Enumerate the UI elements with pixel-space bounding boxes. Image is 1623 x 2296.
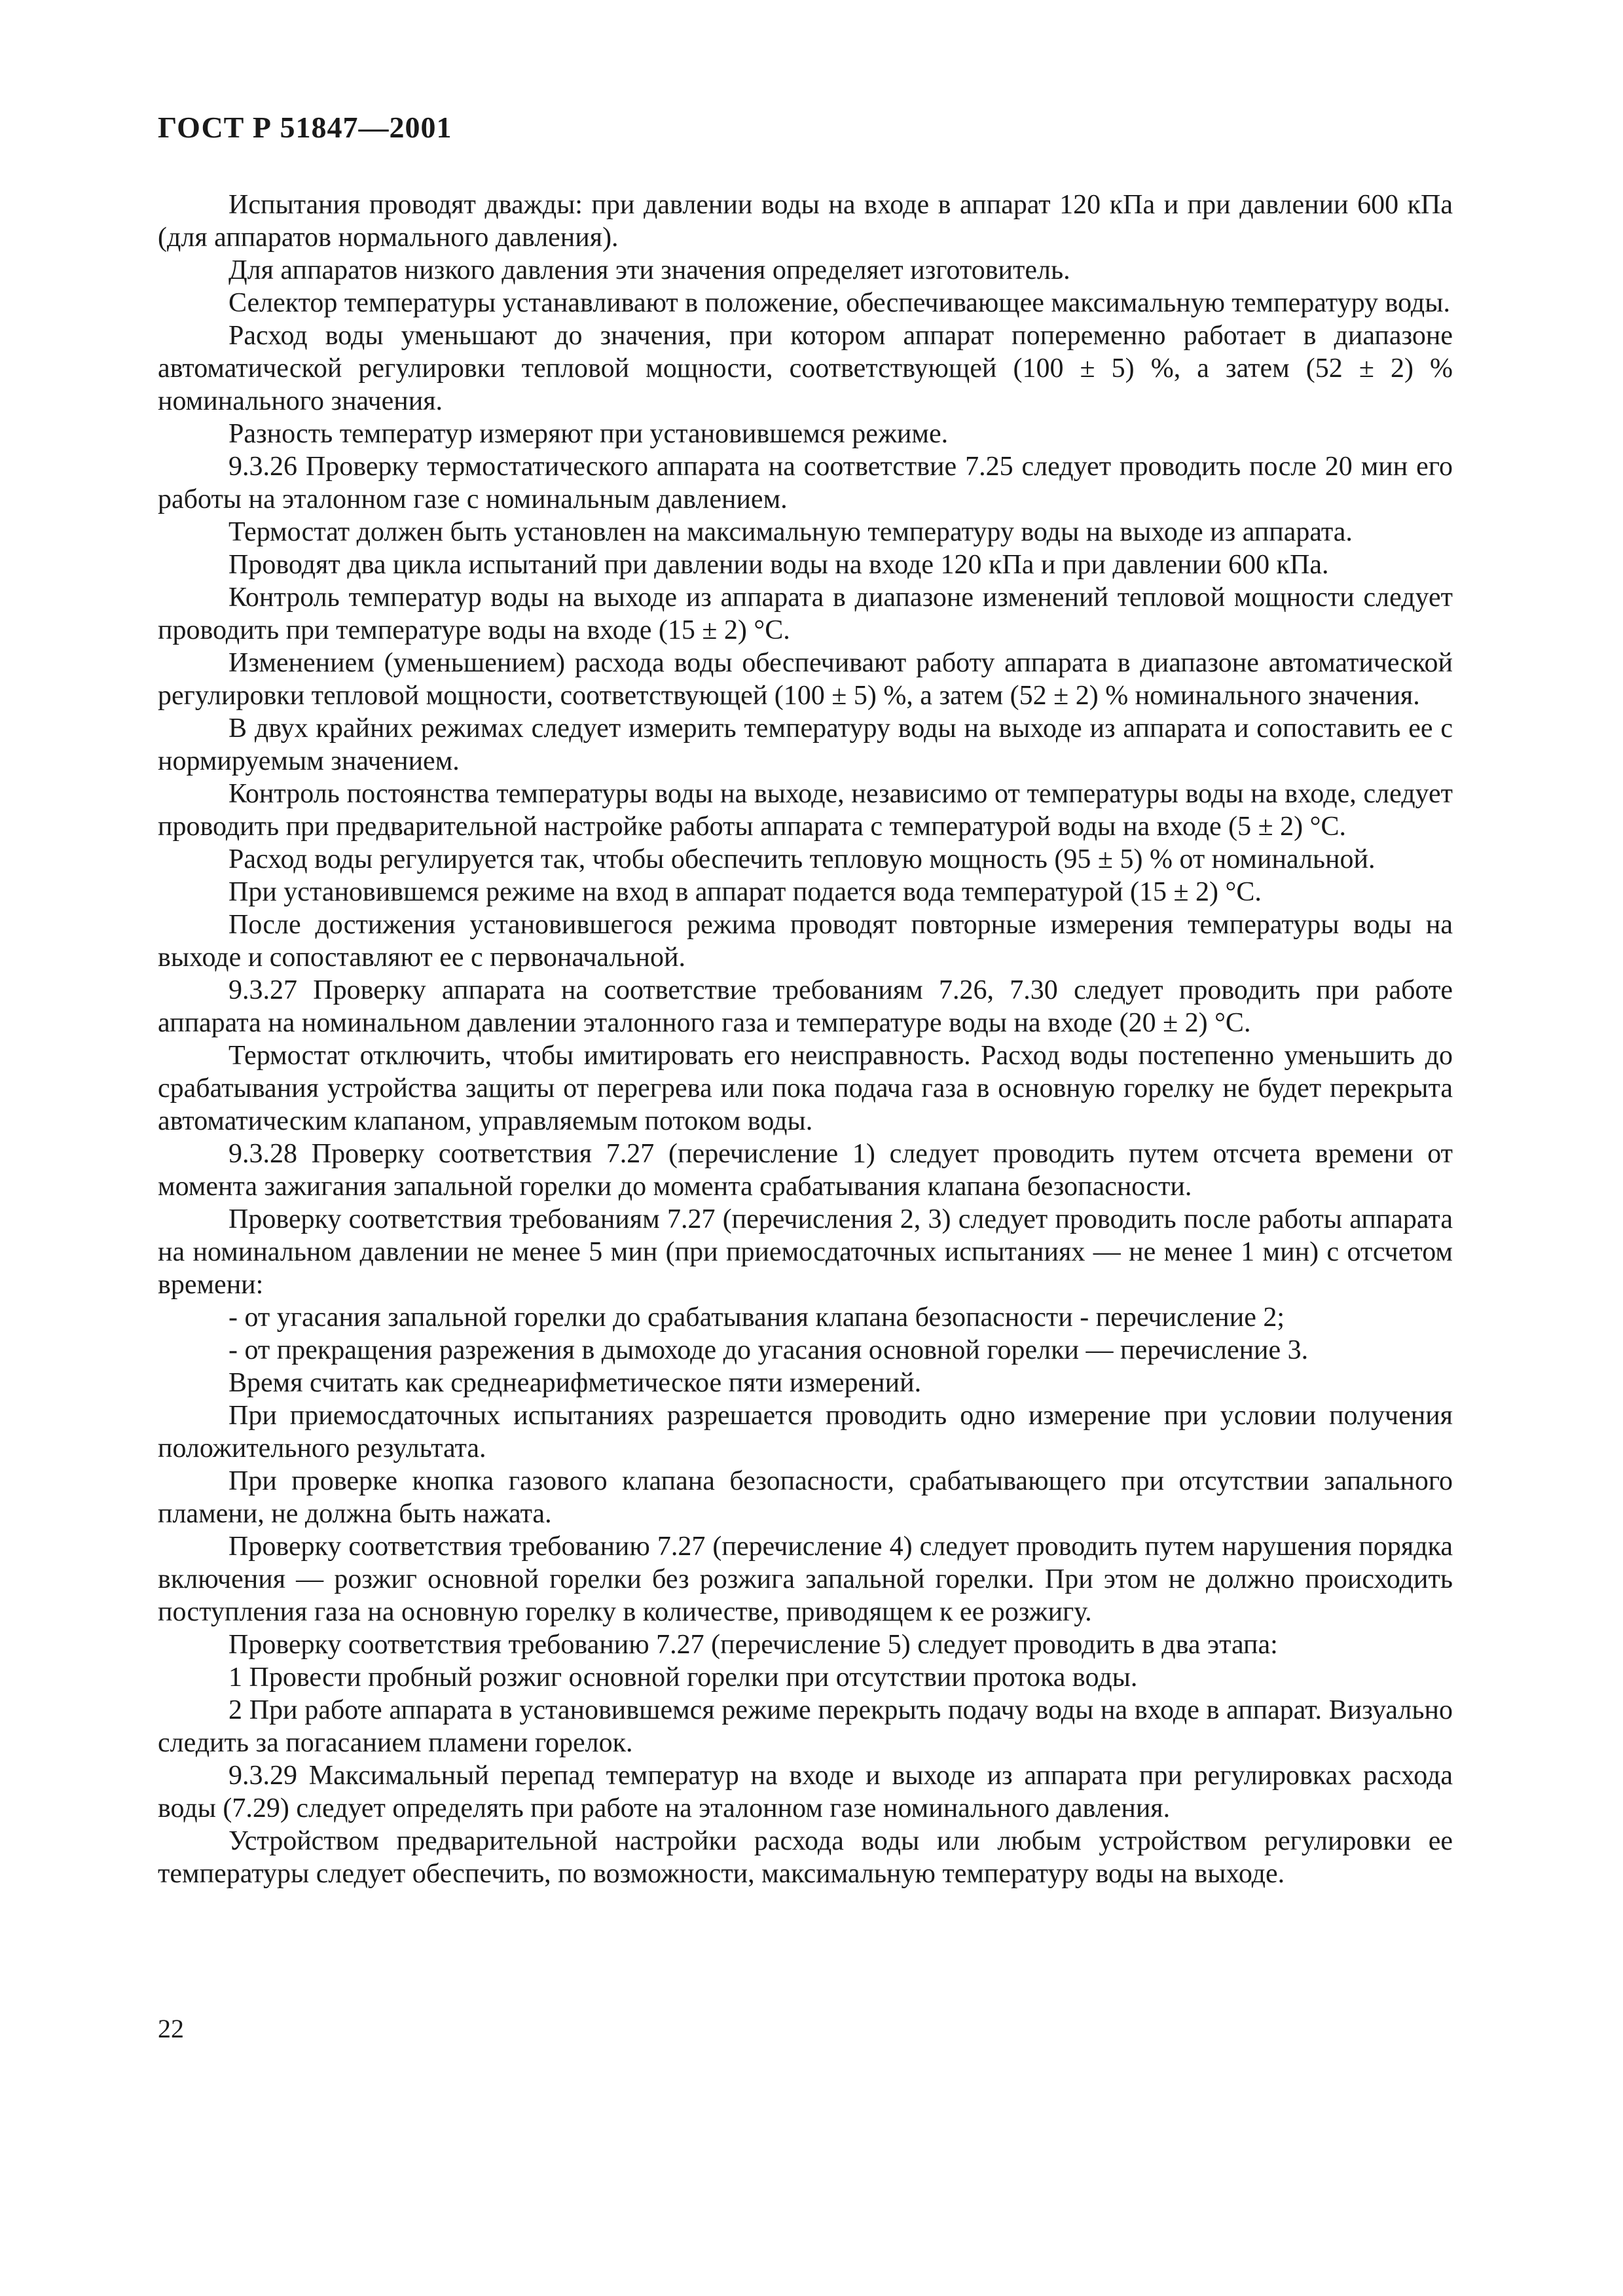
body-paragraph: Селектор температуры устанавливают в положение, обеспечивающее максимальную температуру воды. [228,288,1450,318]
body-paragraph: 9.3.26 Проверку термостатического аппарата на соответствие 7.25 следует проводить после 20 мин его работы на эталонном газе с номинальным давлением. [158,452,1453,514]
body-paragraph: Испытания проводят дважды: при давлении воды на входе в аппарат 120 кПа и при давлении 600 кПа (для аппаратов нормального давления). [158,190,1453,253]
body-paragraph: 9.3.29 Максимальный перепад температур на входе и выходе из аппарата при регулировках расхода воды (7.29) следует определять при работе на эталонном газе номинального давления. [158,1761,1453,1823]
body-paragraph: После достижения установившегося режима проводят повторные измерения температуры воды на выходе и сопоставляют ее с первоначальной. [158,910,1453,973]
body-paragraph: Контроль постоянства температуры воды на выходе, независимо от температуры воды на входе, следует проводить при предварительной настройке работы аппарата с температурой воды на входе (5 ± 2) °С. [158,779,1453,842]
body-paragraph: Для аппаратов низкого давления эти значения определяет изготовитель. [228,255,1070,285]
body-paragraph: Время считать как среднеарифметическое пяти измерений. [228,1368,922,1398]
body-paragraph: При приемосдаточных испытаниях разрешается проводить одно измерение при условии получения положительного результата. [158,1401,1453,1463]
body-paragraph: Проверку соответствия требованию 7.27 (перечисление 4) следует проводить путем нарушения порядка включения — розжиг основной горелки без розжига запальной горелки. При этом не должно происходить поступления газа на основную горелку в количестве, приводящем к ее розжигу. [158,1532,1453,1627]
standard-header: ГОСТ Р 51847—2001 [158,111,452,144]
body-paragraph: Проводят два цикла испытаний при давлении воды на входе 120 кПа и при давлении 600 кПа. [228,550,1329,580]
body-paragraph: Контроль температур воды на выходе из аппарата в диапазоне изменений тепловой мощности следует проводить при температуре воды на входе (15 ± 2) °С. [158,583,1453,645]
body-paragraph: Термостат отключить, чтобы имитировать его неисправность. Расход воды постепенно уменьшить до срабатывания устройства защиты от перегрева или пока подача газа в основную горелку не будет перекрыта автоматическим клапаном, управляемым потоком воды. [158,1041,1453,1136]
body-paragraph: Термостат должен быть установлен на максимальную температуру воды на выходе из аппарата. [228,517,1353,547]
body-paragraph: Разность температур измеряют при установившемся режиме. [228,419,949,449]
body-paragraph: 1 Провести пробный розжиг основной горелки при отсутствии протока воды. [228,1662,1138,1693]
body-paragraph: Проверку соответствия требованиям 7.27 (перечисления 2, 3) следует проводить после работы аппарата на номинальном давлении не менее 5 мин (при приемосдаточных испытаниях — не менее 1 мин) с отсчетом времени: [158,1204,1453,1300]
body-paragraph: При установившемся режиме на вход в аппарат подается вода температурой (15 ± 2) °С. [228,877,1262,907]
body-paragraph: Устройством предварительной настройки расхода воды или любым устройством регулировки ее температуры следует обеспечить, по возможности, максимальную температуру воды на выходе. [158,1826,1453,1889]
page-number: 22 [158,2014,184,2043]
body-paragraph: 2 При работе аппарата в установившемся режиме перекрыть подачу воды на входе в аппарат. Визуально следить за погасанием пламени горелок. [158,1695,1453,1758]
body-paragraph: В двух крайних режимах следует измерить температуру воды на выходе из аппарата и сопоставить ее с нормируемым значением. [158,713,1453,776]
body-paragraph: 9.3.27 Проверку аппарата на соответствие требованиям 7.26, 7.30 следует проводить при работе аппарата на номинальном давлении эталонного газа и температуре воды на входе (20 ± 2) °С. [158,975,1453,1038]
body-paragraph: - от прекращения разрежения в дымоходе до угасания основной горелки — перечисление 3. [228,1335,1309,1365]
body-paragraph: Изменением (уменьшением) расхода воды обеспечивают работу аппарата в диапазоне автоматической регулировки тепловой мощности, соответствующей (100 ± 5) %, а затем (52 ± 2) % номинального значения. [158,648,1453,711]
body-paragraph: Расход воды регулируется так, чтобы обеспечить тепловую мощность (95 ± 5) % от номинальной. [228,844,1376,874]
body-paragraph: При проверке кнопка газового клапана безопасности, срабатывающего при отсутствии запального пламени, не должна быть нажата. [158,1466,1453,1529]
body-paragraph: Расход воды уменьшают до значения, при котором аппарат попеременно работает в диапазоне автоматической регулировки тепловой мощности, соответствующей (100 ± 5) %, а затем (52 ± 2) % номинального значения. [158,321,1453,416]
document-body [158,188,1453,1890]
body-paragraph: - от угасания запальной горелки до срабатывания клапана безопасности - перечисление 2; [228,1302,1285,1333]
body-paragraph: Проверку соответствия требованию 7.27 (перечисление 5) следует проводить в два этапа: [228,1630,1278,1660]
body-paragraph: 9.3.28 Проверку соответствия 7.27 (перечисление 1) следует проводить путем отсчета времени от момента зажигания запальной горелки до момента срабатывания клапана безопасности. [158,1139,1453,1202]
